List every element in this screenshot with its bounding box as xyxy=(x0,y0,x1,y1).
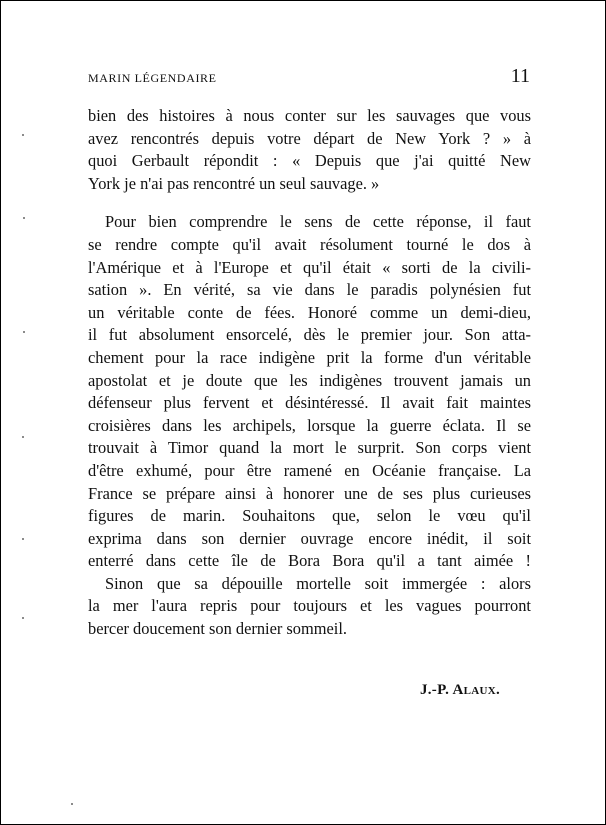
text-line: avez rencontrés depuis votre départ de New York ? » à xyxy=(88,128,531,148)
page-number: 11 xyxy=(510,65,530,87)
paragraph-2 xyxy=(88,211,531,573)
scan-speck xyxy=(22,436,24,438)
text-line: enterré dans cette île de Bora Bora qu'il a tant aimée ! xyxy=(88,551,531,571)
scan-speck xyxy=(22,538,24,540)
text-line: croisières dans les archipels, lorsque la guerre éclata. Il se xyxy=(88,415,531,435)
text-line: exprima dans son dernier ouvrage encore inédit, il soit xyxy=(88,528,531,548)
text-line: il fut absolument ensorcelé, dès le premier jour. Son atta- xyxy=(88,325,531,345)
text-line: France se prépare ainsi à honorer une de ses plus curieuses xyxy=(88,483,531,503)
text-line: défenseur plus fervent et désintéressé. Il avait fait maintes xyxy=(88,393,531,413)
text-line: quoi Gerbault répondit : « Depuis que j'ai quitté New xyxy=(88,151,531,171)
paragraph-1 xyxy=(88,105,531,195)
text-line: York je n'ai pas rencontré un seul sauvage. » xyxy=(88,173,380,193)
scan-speck xyxy=(22,617,24,619)
text-line: l'Amérique et à l'Europe et qu'il était « sorti de la civili- xyxy=(88,257,531,277)
paragraph-3 xyxy=(88,573,531,641)
text-line: bercer doucement son dernier sommeil. xyxy=(88,619,347,639)
author-signature: J.-P. Alaux. xyxy=(419,682,500,698)
scan-speck xyxy=(23,331,25,333)
text-line: figures de marin. Souhaitons que, selon le vœu qu'il xyxy=(88,506,531,526)
body-text xyxy=(88,105,531,641)
text-line: Pour bien comprendre le sens de cette réponse, il faut xyxy=(105,212,531,232)
text-line: chement pour la race indigène prit la forme d'un véritable xyxy=(88,347,531,367)
running-head: MARIN LÉGENDAIRE xyxy=(88,71,217,85)
text-line: apostolat et je doute que les indigènes trouvent jamais un xyxy=(88,370,531,390)
text-line: un véritable conte de fées. Honoré comme un demi-dieu, xyxy=(88,302,531,322)
text-line: se rendre compte qu'il avait résolument tourné le dos à xyxy=(88,234,531,254)
text-line: bien des histoires à nous conter sur les sauvages que vous xyxy=(88,106,531,125)
text-line: d'être exhumé, pour être ramené en Océanie française. La xyxy=(88,460,531,480)
text-line: trouvait à Timor quand la mort le surprit. Son corps vient xyxy=(88,438,531,458)
text-line: la mer l'aura repris pour toujours et les vagues pourront xyxy=(88,596,531,616)
text-line: Sinon que sa dépouille mortelle soit immergée : alors xyxy=(105,573,531,593)
scan-speck xyxy=(71,803,73,805)
page-header xyxy=(88,65,530,91)
scan-speck xyxy=(23,217,25,219)
scan-speck xyxy=(22,134,24,136)
text-line: sation ». En vérité, sa vie dans le paradis polynésien fut xyxy=(88,280,531,300)
